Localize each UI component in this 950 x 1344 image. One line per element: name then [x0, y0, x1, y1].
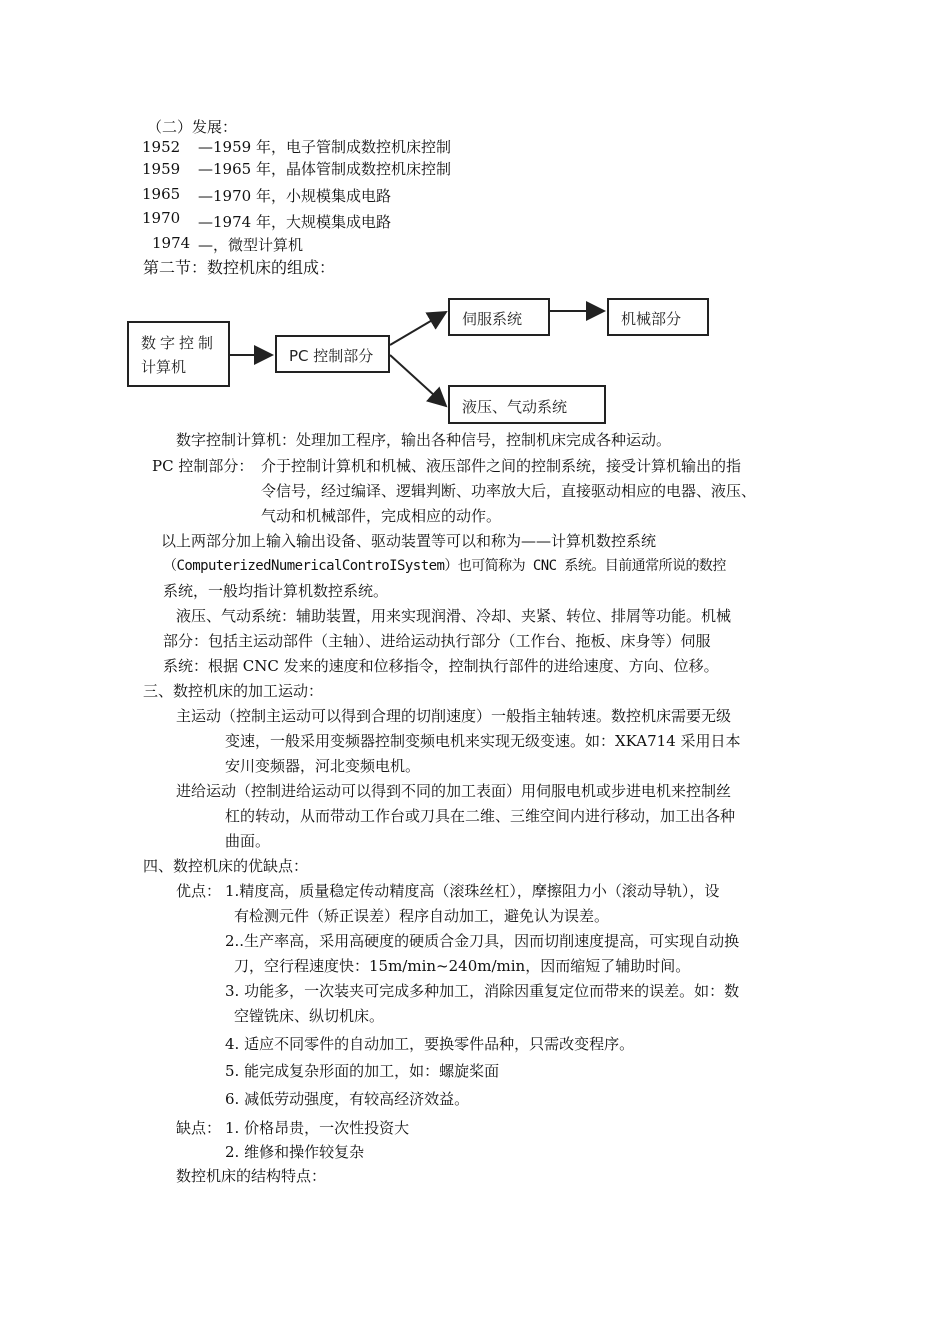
servo-label: 伺服系统: [462, 310, 523, 328]
main-motion-line: 主运动（控制主运动可以得到合理的切削速度）一般指主轴转速。数控机床需要无级: [176, 707, 732, 725]
history-year: 1974: [152, 234, 191, 252]
history-year: 1952: [142, 138, 181, 156]
desc-pc-label: PC 控制部分：: [152, 457, 254, 475]
history-heading: （二）发展：: [147, 118, 238, 136]
advantages-label: 优点：: [176, 882, 222, 900]
section-title: 四、数控机床的优缺点：: [143, 857, 309, 875]
desc-cnc-line: （ComputerizedNumericalControISystem）也可简称为 CNC 系统。目前通常所说的数控: [163, 558, 726, 574]
main-motion-line: 变速，一般采用变频器控制变频电机来实现无级变速。如：XKA714 采用日本: [225, 732, 741, 750]
disadvantage-line: 1. 价格昂贵，一次性投资大: [225, 1119, 410, 1137]
computer-label-line1: 数字控制: [141, 334, 218, 352]
desc-hydraulic-line: 液压、气动系统：辅助装置，用来实现润滑、冷却、夹紧、转位、排屑等功能。机械: [176, 607, 732, 625]
pc-control-box: [275, 335, 390, 373]
pc-control-label: PC 控制部分: [289, 347, 374, 365]
desc-hydraulic-line: 系统：根据 CNC 发来的速度和位移指令，控制执行部件的进给速度、方向、位移。: [163, 657, 719, 675]
computer-box: [127, 321, 230, 387]
structure-heading: 数控机床的结构特点：: [176, 1167, 327, 1185]
advantage-line: 4. 适应不同零件的自动加工，要换零件品种，只需改变程序。: [225, 1035, 635, 1053]
advantage-line: 1.精度高，质量稳定传动精度高（滚珠丝杠），摩擦阻力小（滚动导轨），设: [225, 882, 720, 900]
history-year: 1959: [142, 160, 181, 178]
mechanical-box: [607, 298, 709, 336]
desc-pc-line: 气动和机械部件，完成相应的动作。: [261, 507, 502, 525]
desc-pc-line: 令信号，经过编译、逻辑判断、功率放大后，直接驱动相应的电器、液压、: [261, 482, 757, 500]
section-title: 三、数控机床的加工运动：: [143, 682, 324, 700]
advantage-line: 刀，空行程速度快：15m/min~240m/min，因而缩短了辅助时间。: [234, 957, 691, 975]
desc-cnc-line: 以上两部分加上输入输出设备、驱动装置等可以和称为——计算机数控系统: [161, 532, 657, 550]
advantage-line: 3. 功能多，一次装夹可完成多种加工，消除因重复定位而带来的误差。如：数: [225, 982, 740, 1000]
history-text: —1965 年，晶体管制成数控机床控制: [198, 160, 451, 178]
disadvantages-label: 缺点：: [176, 1119, 222, 1137]
desc-hydraulic-line: 部分：包括主运动部件（主轴）、进给运动执行部分（工作台、拖板、床身等）伺服: [163, 632, 711, 650]
main-motion-line: 安川变频器，河北变频电机。: [225, 757, 421, 775]
history-text: —1970 年，小规模集成电路: [198, 187, 391, 205]
disadvantage-line: 2. 维修和操作较复杂: [225, 1143, 365, 1161]
arrow-pc-to-servo: [390, 312, 446, 345]
feed-motion-line: 曲面。: [225, 832, 271, 850]
feed-motion-line: 进给运动（控制进给运动可以得到不同的加工表面）用伺服电机或步进电机来控制丝: [176, 782, 732, 800]
history-text: —，微型计算机: [198, 236, 304, 254]
advantage-line: 有检测元件（矫正误差）程序自动加工，避免认为误差。: [234, 907, 610, 925]
desc-pc-line: 介于控制计算机和机械、液压部件之间的控制系统，接受计算机输出的指: [261, 457, 742, 475]
servo-box: [448, 298, 550, 336]
advantage-line: 空镗铣床、纵切机床。: [234, 1007, 385, 1025]
history-year: 1970: [142, 209, 181, 227]
history-year: 1965: [142, 185, 181, 203]
history-text: —1959 年，电子管制成数控机床控制: [198, 138, 451, 156]
advantage-line: 6. 减低劳动强度，有较高经济效益。: [225, 1090, 470, 1108]
advantage-line: 5. 能完成复杂形面的加工，如：螺旋桨面: [225, 1062, 500, 1080]
mechanical-label: 机械部分: [621, 310, 682, 328]
arrow-pc-to-hydraulic: [390, 355, 446, 406]
history-text: —1974 年，大规模集成电路: [198, 213, 391, 231]
hydraulic-box: [448, 385, 606, 424]
section-title: 第二节：数控机床的组成：: [143, 258, 336, 277]
feed-motion-line: 杠的转动，从而带动工作台或刀具在二维、三维空间内进行移动，加工出各种: [225, 807, 736, 825]
hydraulic-label: 液压、气动系统: [462, 398, 568, 416]
desc-cnc-line: 系统，一般均指计算机数控系统。: [163, 582, 389, 600]
advantage-line: 2..生产率高，采用高硬度的硬质合金刀具，因而切削速度提高，可实现自动换: [225, 932, 740, 950]
desc-computer: 数字控制计算机：处理加工程序，输出各种信号，控制机床完成各种运动。: [176, 431, 672, 449]
computer-label-line2: 计算机: [141, 358, 187, 376]
